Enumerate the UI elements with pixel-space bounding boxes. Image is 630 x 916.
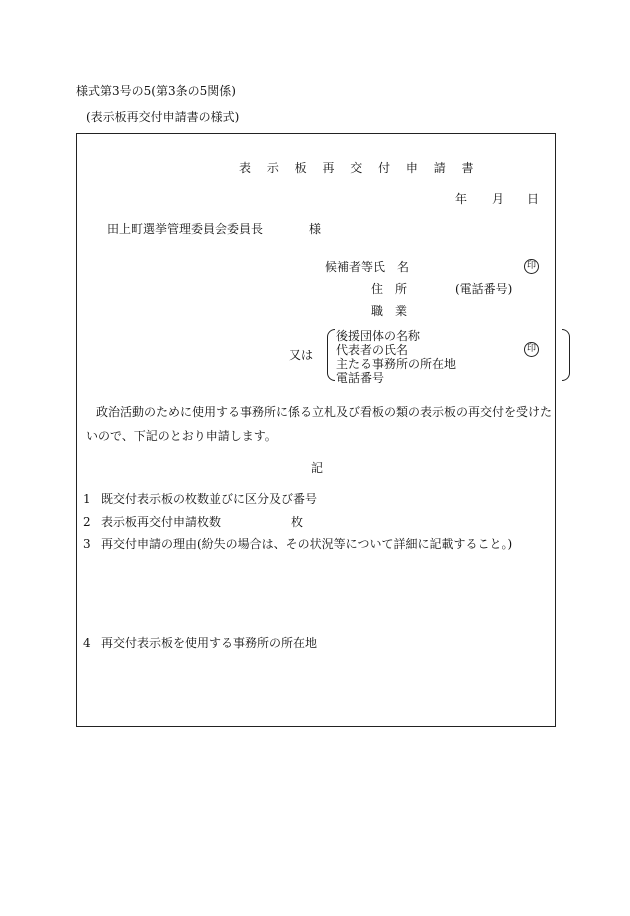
item-2-number: 2 xyxy=(83,515,91,529)
applicant-name-label: 候補者等氏 名 xyxy=(325,260,410,274)
applicant-phone-label: (電話番号) xyxy=(455,282,513,296)
form-title: 表 示 板 再 交 付 申 請 書 xyxy=(239,161,480,175)
application-statement: 政治活動のために使用する事務所に係る立札及び看板の類の表示板の再交付を受けたいので、下記のとおり申請します。 xyxy=(86,405,553,443)
date-year: 年 xyxy=(455,192,468,206)
alt-line-representative: 代表者の氏名 xyxy=(336,343,409,357)
seal-mark-icon: 印 xyxy=(524,259,539,274)
item-3-number: 3 xyxy=(83,537,91,551)
alt-line-org-name: 後援団体の名称 xyxy=(336,329,421,343)
item-3-text: 再交付申請の理由(紛失の場合は、その状況等について詳細に記載すること。) xyxy=(101,537,513,551)
alt-line-phone: 電話番号 xyxy=(336,371,385,385)
item-2-suffix: 枚 xyxy=(291,515,304,529)
date-day: 日 xyxy=(527,192,540,206)
item-1-text: 既交付表示板の枚数並びに区分及び番号 xyxy=(101,492,318,506)
date-month: 月 xyxy=(492,192,505,206)
item-1-number: 1 xyxy=(83,492,91,506)
addressee-suffix: 様 xyxy=(309,222,322,236)
item-4-text: 再交付表示板を使用する事務所の所在地 xyxy=(101,636,318,650)
item-2-text: 表示板再交付申請枚数 xyxy=(101,515,222,529)
applicant-address-label: 住 所 xyxy=(371,282,408,296)
form-number: 様式第3号の5(第3条の5関係) xyxy=(76,84,236,98)
applicant-occupation-label: 職 業 xyxy=(371,304,408,318)
form-caption: (表示板再交付申請書の様式) xyxy=(86,110,240,124)
left-brace xyxy=(327,329,335,381)
right-brace xyxy=(562,329,570,381)
item-4-number: 4 xyxy=(83,636,91,650)
note-heading: 記 xyxy=(311,461,324,475)
addressee: 田上町選挙管理委員会委員長 xyxy=(107,222,264,236)
seal-mark-icon: 印 xyxy=(524,342,539,357)
alternative-label: 又は xyxy=(289,348,314,362)
alt-line-office-address: 主たる事務所の所在地 xyxy=(336,357,457,371)
